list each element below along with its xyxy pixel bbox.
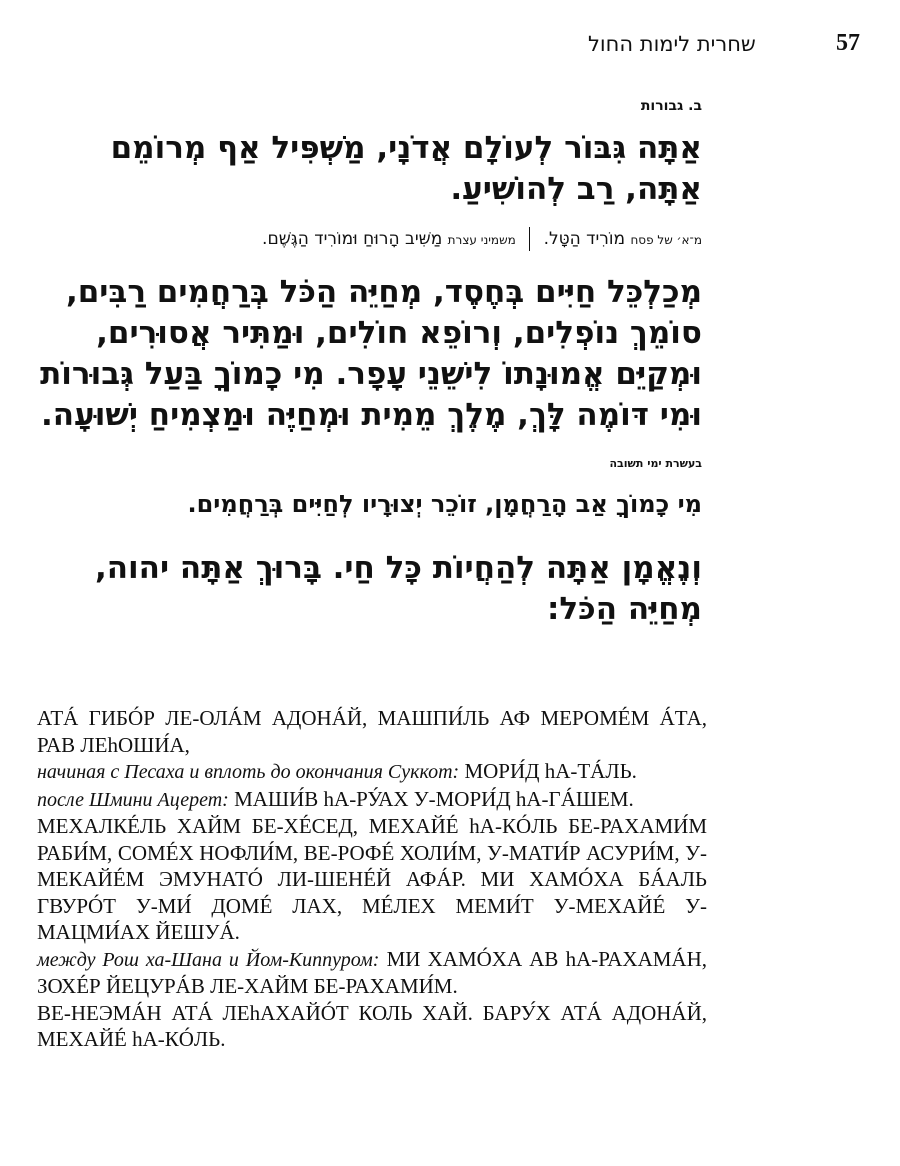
rubric-pesach-ru: начиная с Песаха и вплоть до окончания Суккот:	[37, 761, 460, 783]
translit-opening: АТÁ ГИБÓР ЛЕ-ОЛÁМ АДОНÁЙ, МАШПИ́ЛЬ АФ МЕРОМÉМ ÁТА, РАВ ЛЕhОШИ́А,	[37, 706, 707, 757]
translit-dew: МОРИ́Д hА-ТÁЛЬ.	[464, 759, 637, 783]
dew-text: מוֹרִיד הַטָּל.	[543, 229, 626, 249]
seasonal-insert-line	[30, 226, 702, 253]
translit-rain-line	[37, 786, 707, 814]
translit-rain: МАШИ́В hА-РУ́АХ У-МОРИ́Д hА-ГÁШЕМ.	[234, 786, 634, 811]
translit-mi-chamocha: МИ ХАМÓХА АВ hА-РАХАМÁН, ЗОХÉР ЙЕЦУРÁВ ЛЕ-ХАЙМ БЕ-РАХАМИ́М.	[37, 946, 708, 998]
column-divider	[529, 227, 530, 251]
section-label: ב. גבורות	[640, 98, 702, 114]
rubric-shmini-ru: после Шмини Ацерет:	[37, 788, 229, 811]
ten-days-rubric: בעשרת ימי תשובה	[609, 457, 702, 470]
hebrew-paragraph-closing: וְנֶאֱמָן אַתָּה לְהַחֲיוֹת כָּל חַי. בָּרוּךְ אַתָּה יהוה, מְחַיֵּה הַכֹּל:	[94, 550, 702, 627]
rain-text: מַשִּׁיב הָרוּחַ וּמוֹרִיד הַגֶּשֶׁם.	[262, 229, 443, 249]
page-number: 57	[836, 30, 860, 56]
hebrew-paragraph-mi-chamocha: מִי כָמוֹךָ אַב הָרַחֲמָן, זוֹכֵר יְצוּרָיו לְחַיִּים בְּרַחֲמִים.	[187, 490, 702, 518]
page-header	[560, 30, 860, 64]
rubric-shmini-atzeret: משמיני עצרת	[447, 233, 516, 247]
russian-transliteration	[37, 705, 707, 1053]
translit-body: МЕХАЛКÉЛЬ ХАЙМ БЕ-ХÉСЕД, МЕХАЙÉ hА-КÓЛЬ БЕ-РАХАМИ́М РАБИ́М, СОМÉХ НОФЛИ́М, ВЕ-РОФÉ ХОЛИ́М, У-МАТИ́Р АСУРИ́М, У-МЕКАЙÉМ ЭМУНАТÓ ЛИ-ШЕНÉЙ АФÁР. МИ ХАМÓХА БÁАЛЬ ГВУРÓТ У-МИ́ ДОМÉ ЛАХ, МÉЛЕХ МЕМИ́Т У-МЕХАЙÉ У-МАЦМИ́АХ ЙЕШУÁ.	[37, 814, 707, 944]
hebrew-paragraph-gevurot: אַתָּה גִּבּוֹר לְעוֹלָם אֲדֹנָי, מַשְׁפִּיל אַף מְרוֹמֵם אַתָּה, רַב לְהוֹשִׁיעַ.	[110, 130, 702, 207]
hebrew-paragraph-mechalkel: מְכַלְכֵּל חַיִּים בְּחֶסֶד, מְחַיֵּה הַכֹּל בְּרַחֲמִים רַבִּים, סוֹמֵךְ נוֹפְלִים, וְרוֹפֵא חוֹלִים, וּמַתִּיר אֲסוּרִים, וּמְקַיֵּם אֱמוּנָתוֹ לִישֵׁנֵי עָפָר. מִי כָמוֹךָ בַּעַל גְּבוּרוֹת וּמִי דּוֹמֶה לָּךְ, מֶלֶךְ מֵמִית וּמְחַיֶּה וּמַצְמִיחַ יְשׁוּעָה.	[40, 274, 702, 433]
translit-closing: ВЕ-НЕЭМÁН АТÁ ЛЕhАХАЙÓТ КОЛЬ ХАЙ. БАРУ́Х АТÁ АДОНÁЙ, МЕХАЙÉ hА-КÓЛЬ.	[37, 1000, 707, 1051]
rubric-ten-days-ru: между Рош ха-Шана и Йом-Киппуром:	[37, 948, 380, 971]
translit-dew-line	[37, 758, 707, 786]
running-title: שחרית לימות החול	[588, 32, 756, 56]
translit-ten-days-line	[37, 946, 707, 1000]
rubric-pesach: מ־א׳ של פסח	[630, 233, 702, 247]
